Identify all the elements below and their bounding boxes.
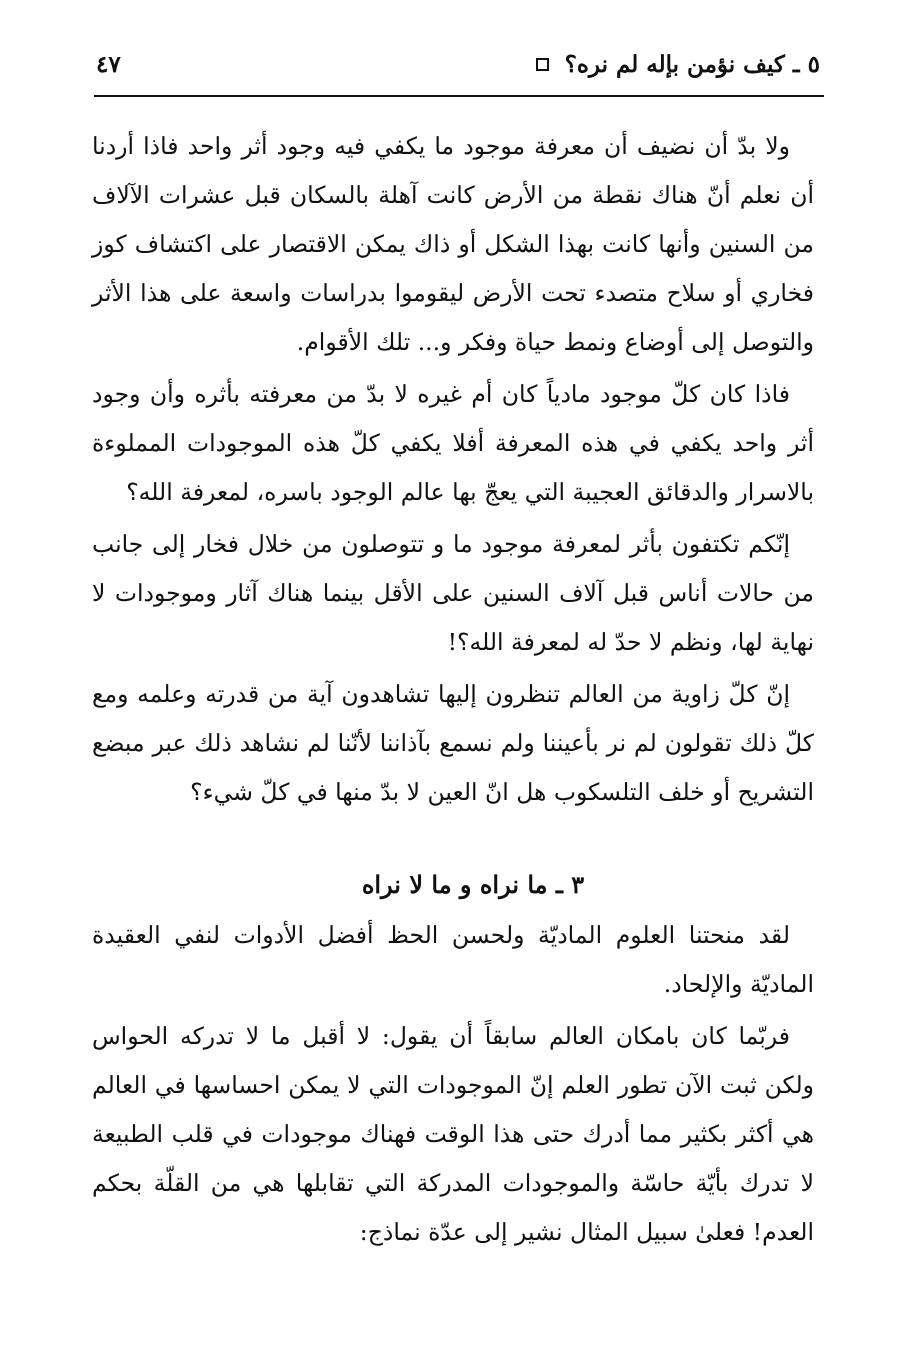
paragraph: إنّ كلّ زاوية من العالم تنظرون إليها تشاهدون آية من قدرته وعلمه ومع كلّ ذلك تقولون لم نر بأعيننا ولم نسمع بآذاننا لأنّنا لم نشاهد ذلك عبر مبضع التشريح أو خلف التلسكوب هل انّ العين لا بدّ منها في كلّ شيء؟ [92, 680, 814, 806]
chapter-title-group [536, 51, 820, 78]
paragraph: لقد منحتنا العلوم الماديّة ولحسن الحظ أفضل الأدوات لنفي العقيدة الماديّة والإلحاد. [92, 921, 814, 998]
paragraph: فاذا كان كلّ موجود مادياً كان أم غيره لا بدّ من معرفته بأثره وأن وجود أثر واحد يكفي في هذه المعرفة أفلا يكفي كلّ هذه الموجودات المملوءة بالاسرار والدقائق العجيبة التي يعجّ بها عالم الوجود باسره، لمعرفة الله؟ [92, 380, 814, 506]
body-text [92, 122, 814, 1260]
page-number: ٤٧ [96, 50, 121, 78]
square-ornament-icon [536, 58, 549, 71]
paragraph: فربّما كان بامكان العالم سابقاً أن يقول: لا أقبل ما لا تدركه الحواس ولكن ثبت الآن تطور العلم إنّ الموجودات التي لا يمكن احساسها في العالم هي أكثر بكثير مما أدرك حتى هذا الوقت فهناك موجودات في قلب الطبيعة لا تدرك بأيّة حاسّة والموجودات المدركة التي تقابلها هي من القلّة بحكم العدم! فعلىٰ سبيل المثال نشير إلى عدّة نماذج: [92, 1022, 814, 1246]
header-divider [94, 95, 824, 97]
chapter-title: ٥ ـ كيف نؤمن بإله لم نره؟ [564, 50, 820, 78]
paragraph: ولا بدّ أن نضيف أن معرفة موجود ما يكفي فيه وجود أثر واحد فاذا أردنا أن نعلم أنّ هناك نقطة من الأرض كانت آهلة بالسكان قبل عشرات الآلاف من السنين وأنها كانت بهذا الشكل أو ذاك يمكن الاقتصار على اكتشاف كوز فخاري أو سلاح متصدء تحت الأرض ليقوموا بدراسات واسعة على هذا الأثر والتوصل إلى أوضاع ونمط حياة وفكر و... تلك الأقوام. [92, 132, 814, 356]
section-heading: ٣ ـ ما نراه و ما لا نراه [361, 870, 585, 899]
paragraph: إنّكم تكتفون بأثر لمعرفة موجود ما و تتوصلون من خلال فخار إلى جانب من حالات أناس قبل آلاف السنين على الأقل بينما هناك آثار وموجودات لا نهاية لها، ونظم لا حدّ له لمعرفة الله؟! [92, 530, 814, 656]
running-header [96, 44, 820, 84]
